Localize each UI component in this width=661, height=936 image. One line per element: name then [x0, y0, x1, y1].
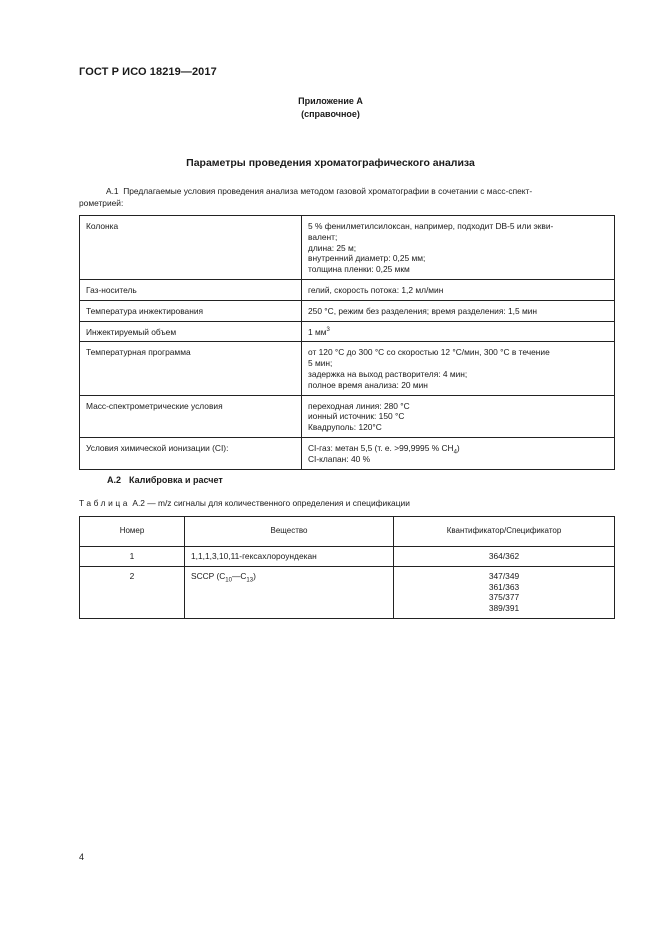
gas-subscript: 4 — [453, 449, 457, 456]
row-label: Колонка — [80, 216, 302, 280]
value-line: 375/377 — [488, 592, 520, 603]
row-label: Температура инжектирования — [80, 300, 302, 321]
table-header-row — [80, 517, 615, 547]
row-value — [302, 437, 615, 469]
value-line: валент; — [308, 231, 338, 242]
caption-text: А.2 — m/z сигналы для количественного определения и спецификации — [130, 498, 410, 508]
row-label: Масс-спектрометрические условия — [80, 395, 302, 437]
column-header: Вещество — [185, 517, 394, 547]
value-line: ионный источник: 150 °С — [308, 411, 405, 422]
value-superscript: 3 — [326, 326, 330, 333]
table-row — [80, 279, 615, 300]
annex-heading — [0, 95, 661, 121]
table-row — [80, 342, 615, 395]
paragraph-number: А.1 — [106, 186, 119, 196]
table-row — [80, 395, 615, 437]
caption-word: Таблица — [79, 498, 131, 508]
value-line: полное время анализа: 20 мин — [308, 379, 428, 390]
row-value — [302, 342, 615, 395]
gas-end: ) — [456, 442, 460, 453]
annex-status: (справочное) — [301, 109, 360, 119]
value-line: толщина пленки: 0,25 мкм — [308, 264, 410, 275]
paragraph-text-line1: Предлагаемые условия проведения анализа методом газовой хроматографии в сочетании с масс-спект- — [123, 186, 533, 196]
value-line: 347/349 — [488, 570, 520, 581]
table-row — [80, 437, 615, 469]
mz-signals-table — [79, 516, 615, 619]
column-header: Номер — [80, 517, 185, 547]
value-line: 364/362 — [488, 551, 520, 561]
section-title: Параметры проведения хроматографического анализа — [186, 157, 475, 169]
row-label: Газ-носитель — [80, 279, 302, 300]
row-value — [302, 279, 615, 300]
annex-title: Приложение А — [298, 96, 363, 106]
table-row — [80, 216, 615, 280]
value-line: CI-клапан: 40 % — [308, 453, 371, 464]
value-line: переходная линия: 280 °С — [308, 400, 410, 411]
value-text: 1 мм — [308, 326, 327, 337]
subsection-title: Калибровка и расчет — [129, 475, 223, 485]
table-row — [80, 300, 615, 321]
conditions-table — [79, 215, 615, 470]
table-caption — [79, 498, 410, 508]
value-line: от 120 °С до 300 °С со скоростью 12 °С/мин, 300 °С в течение — [308, 347, 550, 358]
row-label: Условия химической ионизации (CI): — [80, 437, 302, 469]
substance-main: SCCP (C — [191, 570, 226, 581]
row-label: Инжектируемый объем — [80, 321, 302, 342]
row-value — [302, 395, 615, 437]
value-line: задержка на выход растворителя: 4 мин; — [308, 368, 468, 379]
table-row — [80, 566, 615, 618]
cell-substance — [185, 566, 394, 618]
row-label: Температурная программа — [80, 342, 302, 395]
subscript: 10 — [225, 577, 232, 584]
value-line: 5 % фенилметилсилоксан, например, подходит DB-5 или экви- — [308, 221, 554, 231]
row-value — [302, 300, 615, 321]
table-row — [80, 547, 615, 567]
cell-values — [394, 547, 615, 567]
cell-substance: 1,1,1,3,10,11-гексахлороундекан — [185, 547, 394, 567]
value-line: 361/363 — [488, 581, 520, 592]
cell-number: 1 — [80, 547, 185, 567]
gas-text: CI-газ: метан 5,5 (т. е. >99,9995 % CH — [308, 442, 454, 453]
subsection-number: А.2 — [107, 475, 122, 485]
value-line: 250 °С, режим без разделения; время разделения: 1,5 мин — [308, 305, 538, 316]
row-value — [302, 321, 615, 342]
paragraph-text-line2: рометрией: — [79, 198, 124, 208]
subscript: 13 — [246, 577, 254, 584]
paragraph-a1 — [79, 185, 615, 209]
subsection-heading — [79, 475, 223, 485]
document-code: ГОСТ Р ИСО 18219—2017 — [79, 66, 217, 78]
row-value — [302, 216, 615, 280]
table-row — [80, 321, 615, 342]
cell-number: 2 — [80, 566, 185, 618]
value-line: Квадруполь: 120°С — [308, 422, 382, 433]
value-line: длина: 25 м; — [308, 242, 357, 253]
substance-mid: —C — [231, 570, 247, 581]
value-line: внутренний диаметр: 0,25 мм; — [308, 253, 426, 264]
value-line: гелий, скорость потока: 1,2 мл/мин — [308, 284, 444, 295]
column-header: Квантификатор/Спецификатор — [394, 517, 615, 547]
value-line: 389/391 — [488, 603, 520, 614]
page-number: 4 — [79, 852, 85, 862]
substance-end: ) — [253, 570, 256, 581]
value-line: 5 мин; — [308, 358, 333, 369]
cell-values — [394, 566, 615, 618]
value-line — [308, 443, 608, 454]
